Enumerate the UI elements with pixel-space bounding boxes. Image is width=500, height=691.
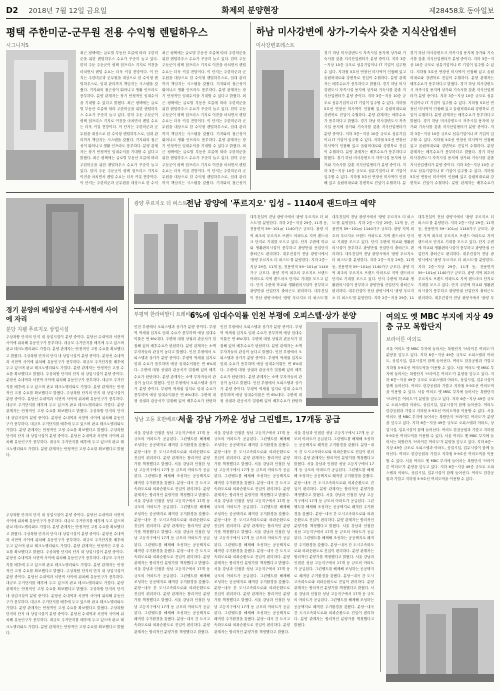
article-body: 대우건설이 전남 광양시에서 '광양 푸르지오 더 퍼스트'를 분양한다. 지하 2층~지상 29층, 11개 동, 전용면적 59~101㎡ 1140가구 규모다. 광양 지역 최초의 푸르지오 브랜드 아파트로 지역 랜드마크 단지로 기대를 모으고 있다. 단지 주변에 학교와 생활편의시설이 풍부하고 광양만권 산업단지 출퇴근도 편리하다. 대우건설이 전남 광양시에서 '광양 푸르지오 더 퍼스트'를 분양한다. 지하 2층~지상 29층, 11개 동, 전용면적 59~101㎡ 1140가구 규모다. 광양 지역 최초의 푸르지오 브랜드 아파트로 지역 랜드마크 단지로 기대를 모으고 있다. 단지 주변에 학교와 생활편의시설이 풍부하고 광양만권 산업단지 출퇴근도 편리하다. 대우건설이 전남 광양시에서 '광양 푸르지오 더 퍼스트'를 <box>250 215 328 300</box>
article-source: 브라이튼 여의도 <box>386 337 422 343</box>
article-body-continued: 대우건설이 전남 광양시에서 '광양 푸르지오 더 퍼스트'를 분양한다. 지하 2층~지상 29층, 11개 동, 전용면적 59~101㎡ 1140가구 규모다. 광양 지역 최초의 푸르지오 브랜드 아파트로 지역 랜드마크 단지로 기대를 모으고 있다. 단지 주변에 학교와 생활편의시설이 풍부하고 광양만권 산업단지 출퇴근도 편리하다. 대우건설이 전남 광양시에서 '광양 푸르지오 더 퍼스트'를 분양한다. 지하 2층~지상 29층, 11개 동, 전용면적 59~101㎡ 1140가구 규모다. 광양 지역 최초의 푸르지오 브랜드 아파트로 지역 랜드마크 단지로 기대를 모으고 있다. 단지 주변에 학교와 생활편의시설이 풍부하고 광양만권 산업단지 출퇴근도 편리하다. 대우건설이 전남 광양시에서 '광양 푸르지오 더 퍼스트'를 분양한다. 지하 2층~지상 29층, 11 <box>332 215 414 300</box>
column-divider <box>380 312 381 672</box>
publisher-info: 제28458호 동아일보 <box>428 7 494 15</box>
article-photo <box>306 322 378 406</box>
page-number: D2 <box>6 6 19 15</box>
article-body-continued: 서울 강남과 인접한 성남 고등지구에서 17개 동 규모의 아파트가 공급된다. 그린벨트를 해제해 조성하는 공공택지로 쾌적한 주거환경을 갖췄다. 분당~내곡 간 도시고속화도로와 외곽순환도로 진입이 편리하다. 분양 관계자는 합리적인 분양가를 책정했다고 밝혔다. 서울 강남과 인접한 성남 고등지구에서 17개 동 규모의 아파트가 공급된다. 그린벨트를 해제해 조성하는 공공택지로 쾌적한 주거환경을 갖췄다. 분당~내곡 간 도시고속화도로와 외곽순환도로 진입이 편리하다. 분양 관계자는 합리적인 분양가를 책정했다고 밝혔다. 서울 강남과 인접한 성남 고등지구에서 17개 동 규모의 아파트가 공급된다. 그린벨트를 해제해 조성하는 공공택지로 쾌적한 주거환경을 갖췄다. 분당~내곡 간 도시고속화도로와 외곽순환도로 진입이 편리하다. 분양 관계자는 합리적인 분양가를 책정했다고 밝혔다. 서울 강남과 인접한 성남 고등지구에서 17개 동 규모의 아파트가 공급된다. 그린벨트를 해제해 조성하는 공공택지로 쾌적한 주거환경을 갖췄다. 분당~내곡 간 도시고속화도로와 외곽순환도로 진입이 편리하다. 분양 관계자는 합리적인 분양가를 책정했다고 밝혔다. 서울 강남과 인접한 성남 고등지구에서 17개 동 규모의 아파트가 공급된다. 그린벨트를 해제해 조성하는 공공택지로 쾌적한 주거환경을 갖췄다. 분당~내곡 간 도시고속화도로와 외곽순환도로 진입이 편리하다. 분양 관계자는 합리적인 분양가를 책정했다고 밝혔다. 서울 강남과 인접한 성남 고등지구에서 17개 동 규모의 아파트가 공급된다. 그린벨트를 해제해 조성하는 공공택지로 쾌적한 주거환경을 갖췄다. 분당~내곡 간 도시고속화도로와 외곽순환도로 진입이 편리하다. 분양 관계자는 합리적인 분양가를 책정했다고 밝혔다. <box>294 431 374 628</box>
article-body: 경기 하남 미사강변도시 자족시설 용지에 상가와 기숙사를 갖춘 지식산업센터가 분양 중이다. 지하 3층~지상 10층 규모로 섬유기업이나 IT 기업이 입주할 수 있다. 지하철 5호선 연장선 미사역이 인접해 있고 올림픽대로와 강변북로 진입이 수월하다. 분양 관계자는 배후수요가 풍부하다고 밝혔다. 경기 하남 미사강변도시 자족시설 용지에 상가와 기숙사를 갖춘 지식산업센터가 분양 중이다. 지하 3층~지상 10층 규모로 섬유기업이나 IT 기업이 입주할 수 있다. 지하철 5호선 연장선 미사역이 인접해 있고 올림픽대로와 강변북로 진입이 수월하다. 분양 관계자는 배후수요가 풍부하다고 밝혔다. 경기 하남 미사강변도시 자족시설 용지에 상가와 기숙사를 갖춘 지식산업센터가 분양 중이다. 지하 3층~지상 10층 규모로 섬유기업이나 IT 기업이 입주할 수 있다. 지하철 5호선 연장선 미사역이 인접해 있고 올림픽대로와 강변북로 진입이 수월하다. 분양 관계자는 배후수요가 풍부하다고 밝혔다. 경기 하남 미사강변도시 자족시설 용지에 상가와 기숙사를 갖춘 지식산업센터가 분양 중이다. 지하 3층~지상 10층 규모로 섬유기업이나 IT 기업이 입주할 수 있다. 지하철 5호선 연장선 미사역이 인접해 있고 올림픽대로와 강변북로 진입이 수월하다. 분 <box>324 51 406 185</box>
article-headline: 하남 미사강변에 상가-기숙사 갖춘 지식산업센터 <box>256 27 457 38</box>
article-body: 서울 강남과 인접한 성남 고등지구에서 17개 동 규모의 아파트가 공급된다. 그린벨트를 해제해 조성하는 공공택지로 쾌적한 주거환경을 갖췄다. 분당~내곡 간 도시고속화도로와 외곽순환도로 진입이 편리하다. 분양 관계자는 합리적인 분양가를 책정했다고 밝혔다. 서울 강남과 인접한 성남 고등지구에서 17개 동 규모의 아파트가 공급된다. 그린벨트를 해제해 조성하는 공공택지로 쾌적한 주거환경을 갖췄다. 분당~내곡 간 도시고속화도로와 외곽순환도로 진입이 편리하다. 분양 관계자는 합리적인 분양가를 책정했다고 밝혔다. 서울 강남과 인접한 성남 고등지구에서 17개 동 규모의 아파트가 공급된다. 그린벨트를 해제해 조성하는 공공택지로 쾌적한 주거환경을 갖췄다. 분당~내곡 간 도시고속화도로와 외곽순환도로 진입이 편리하다. 분양 관계자는 합리적인 분양가를 책정했다고 밝혔다. 서울 강남과 인접한 성남 고등지구에서 17개 동 규모의 아파트가 공급된다. 그린벨트를 해제해 조성하는 공공택지로 쾌적한 주거환경을 갖췄다. 분당~내곡 간 도시고속화도로와 외곽순환도로 진입이 편리하다. 분양 관계자는 합리적인 분양가를 책정했다고 밝혔다. 서울 강남과 인접한 성남 고등지구에서 17개 동 규모의 아파트가 공급된다. 그린벨트를 해제해 조성하는 공공택지로 쾌적한 주거환경을 갖췄다. 분당~내곡 간 도시고속화도로와 외곽순환도로 진입이 편리하다. 분양 관계자는 합리적인 분양가를 책정했다고 밝혔다. 서울 강남과 인접한 성남 고등지구에서 17개 동 규모의 아파트가 공급된다. 그린벨트를 해제해 조성하는 공공택지로 쾌적한 주거환경을 갖췄다. 분당~내곡 간 도시고속화도로와 외곽순환도로 진입이 편리하다. 분양 관계자는 합리적인 분양가를 책정했다고 밝혔다. <box>134 431 210 634</box>
article-body: 최근 평택에는 글로벌 부동산 흐름에 따라 주한미군을 위한 렌털하우스 수요가 꾸준히 늘고 있다. 한미 주둔 주둔군이 평택 험프리스 기지로 이전을 마치면서 렌털 수요는 더욱 커질 전망이다. 이 단지는 주한미군과 군무원을 대상으로 한 수익형 렌털하우스로, 임대 관리까지 책임지는 시스템을 갖췄다. 기지와의 접근성이 뛰어나고 생활 인프라도 풍부하다. 분양 관계자는 장기 안정적인 임대수익을 기대할 수 있다고 밝혔다. 최근 평택에는 글로벌 부동산 흐름에 따라 주한미군을 위한 렌털하우스 수요가 꾸준히 늘고 있다. 한미 주둔 주둔군이 평택 험프리스 기지로 이전을 마치면서 렌털 수요는 더욱 커질 전망이다. 이 단지는 주한미군과 군무원을 대상으로 한 수익형 렌털하우스로, 임대 관리까지 책임지는 시스템을 갖췄다. 기지와의 접근성이 뛰어나고 생활 인프라도 풍부하다. 분양 관계자는 장기 안정적인 임대수익을 기대할 수 있다고 밝혔다. 최근 평택에는 글로벌 부동산 흐름에 따라 주한미군을 위한 렌털하우스 수요가 꾸준히 늘고 있다. 한미 주둔 주둔군이 평택 험프리스 기지로 이전을 마치면서 렌털 수요는 더욱 커질 전망이다. 이 단지는 주한미군과 군무원을 대상으로 한 수익 <box>80 51 158 185</box>
article-body: 주상복합 단지의 단지 내 상업시설이 분양 중이다. 분당선 수내역과 서현역 사이에 위치해 유동인구가 풍부하다. 대규모 주거단지를 배후에 두고 있으며 판교 테크노밸리와도 가깝다. 분양 관계자는 안정적인 고정 수요를 확보했다고 밝혔다. 주상복합 단지의 단지 내 상업시설이 분양 중이다. 분당선 수내역과 서현역 사이에 위치해 유동인구가 풍부하다. 대규모 주거단지를 배후에 두고 있으며 판교 테크노밸리와도 가깝다. 분양 관계자는 안정적인 고정 수요를 확보했다고 밝혔다. 주상복합 단지의 단지 내 상업시설이 분양 중이다. 분당선 수내역과 서현역 사이에 위치해 유동인구가 풍부하다. 대규모 주거단지를 배후에 두고 있으며 판교 테크노밸리와도 가깝다. 분양 관계자는 안정적인 고정 수요를 확보했다고 밝혔다. 주상복합 단지의 단지 내 상업시설이 분양 중이다. 분당선 수내역과 서현역 사이에 위치해 유동인구가 풍부하다. 대규모 주거단지를 배후에 두고 있으며 판교 테크노밸리와도 가깝다. 분양 관계자는 안정적인 고정 수요를 확보했다고 밝혔다. 주상복합 단지의 단지 내 상업시설이 분양 중이다. 분당선 수내역과 서현역 사이에 위치해 유동인구가 풍부하다. 대규모 주거단지를 배후에 두고 있으며 판교 테크노밸리와도 가깝다. 분양 관계자는 안정적인 고정 수요를 확보했다고 밝혔다. 주상복합 단지의 단지 내 상업시설이 분양 중이다. 분당선 수내역과 서현역 사이에 위치해 유동인구가 풍부하다. 대규모 주거단지를 배후에 두고 있으며 판교 테크노밸리와도 가깝다. 분양 관계자는 안정적인 고정 수요를 확보했다고 밝혔다. <box>6 335 124 457</box>
article-photo <box>6 198 124 300</box>
article-source: 분당 지웰 푸르지오 상업시설 <box>6 327 69 333</box>
section-divider <box>134 412 374 413</box>
article-source: 미사강변포레스트 <box>256 43 295 49</box>
article-photo <box>6 50 76 180</box>
article-photo <box>134 214 246 304</box>
article-body-continued: 서울 강남과 인접한 성남 고등지구에서 17개 동 규모의 아파트가 공급된다. 그린벨트를 해제해 조성하는 공공택지로 쾌적한 주거환경을 갖췄다. 분당~내곡 간 도시고속화도로와 외곽순환도로 진입이 편리하다. 분양 관계자는 합리적인 분양가를 책정했다고 밝혔다. 서울 강남과 인접한 성남 고등지구에서 17개 동 규모의 아파트가 공급된다. 그린벨트를 해제해 조성하는 공공택지로 쾌적한 주거환경을 갖췄다. 분당~내곡 간 도시고속화도로와 외곽순환도로 진입이 편리하다. 분양 관계자는 합리적인 분양가를 책정했다고 밝혔다. 서울 강남과 인접한 성남 고등지구에서 17개 동 규모의 아파트가 공급된다. 그린벨트를 해제해 조성하는 공공택지로 쾌적한 주거환경을 갖췄다. 분당~내곡 간 도시고속화도로와 외곽순환도로 진입이 편리하다. 분양 관계자는 합리적인 분양가를 책정했다고 밝혔다. 서울 강남과 인접한 성남 고등지구에서 17개 동 규모의 아파트가 공급된다. 그린벨트를 해제해 조성하는 공공택지로 쾌적한 주거환경을 갖췄다. 분당~내곡 간 도시고속화도로와 외곽순환도로 진입이 편리하다. 분양 관계자는 합리적인 분양가를 책정했다고 밝혔다. 서울 강남과 인접한 성남 고등지구에서 17개 동 규모의 아파트가 공급된다. 그린벨트를 해제해 조성하는 공공택지로 쾌적한 주거환경을 갖췄다. 분당~내곡 간 도시고속화도로와 외곽순환도로 진입이 편리하다. 분양 관계자는 합리적인 분양가를 책정했다고 밝혔다. 서울 강남과 인접한 성남 고등지구에서 17개 동 규모의 아파트가 공급된다. 그린벨트를 해제해 조성하는 공공택지로 쾌적한 주거환경을 갖췄다. 분당~내곡 간 도시고속화도로와 외곽순환도로 진입이 편리하다. 분양 관계자는 합리적인 분양가를 책정했다고 밝혔다. <box>214 431 290 634</box>
article-headline: 여의도 옛 MBC 부지에 지상 49층 규모 복합단지 <box>386 312 494 331</box>
article-photo <box>256 50 320 170</box>
article-body-continued: 대우건설이 전남 광양시에서 '광양 푸르지오 더 퍼스트'를 분양한다. 지하 2층~지상 29층, 11개 동, 전용면적 59~101㎡ 1140가구 규모다. 광양 지역 최초의 푸르지오 브랜드 아파트로 지역 랜드마크 단지로 기대를 모으고 있다. 단지 주변에 학교와 생활편의시설이 풍부하고 광양만권 산업단지 출퇴근도 편리하다. 대우건설이 전남 광양시에서 '광양 푸르지오 더 퍼스트'를 분양한다. 지하 2층~지상 29층, 11개 동, 전용면적 59~101㎡ 1140가구 규모다. 광양 지역 최초의 푸르지오 브랜드 아파트로 지역 랜드마크 단지로 기대를 모으고 있다. 단지 주변에 학교와 생활편의시설이 풍부하고 광양만권 산업단지 출퇴근도 편리하다. 대우건설이 전남 광양시에서 '광양 푸 <box>418 215 494 300</box>
issue-date: 2018년 7월 12일 금요일 <box>28 7 107 15</box>
article-headline: 전남 광양에 '푸르지오' 입성 – 1140세 랜드마크 예약 <box>186 199 376 208</box>
article-source: 성남 고등 호반베르디움 <box>134 417 186 423</box>
article-photo <box>386 600 494 682</box>
section-title: 화제의 분양현장 <box>221 6 279 15</box>
article-headline: 6%에 임대수익률 인천 부평에 오피스텔·상가 분양 <box>190 311 357 320</box>
article-headline: 서울 강남 가까운 성남 그린벨트, 17개동 공급 <box>178 415 341 424</box>
article-headline: 경기 분양의 베일상권 수내·서현에 사이에 자리 <box>6 306 118 323</box>
article-source: 부평역 한라비발디 트레비앙 <box>134 312 196 318</box>
article-body-continued: 인천 부평에서 오피스텔과 상가가 분양 중이다. 부평역 역세권 입지로 임대 수요가 풍부하며 예상 임대수익률은 연 6%대다. 주변에 대형 상권과 관공서가 밀집해 있어 배후수요가 탄탄하다. 분양 관계자는 소액 투자자들의 관심이 높다고 밝혔다. 인천 부평에서 오피스텔과 상가가 분양 중이다. 부평역 역세권 입지로 임대 수요가 풍부하며 예상 임대수익률은 연 6%대다. 주변에 대형 상권과 관공서가 밀집해 있어 배후수요가 탄탄하다. 분양 관계자는 소액 투자자들의 관심이 높다고 밝혔다. 인천 부평에서 오피스텔과 상가가 분양 중이다. 부평역 역세권 입지로 임대 수요가 풍부하며 예상 임대수익률은 연 6%대다. 주변에 대형 상권과 관공서가 밀집해 있어 배후수요가 탄탄하 <box>220 325 302 404</box>
article-body: 서울 여의도 옛 MBC 부지에 들어서는 복합단지 '브라이튼 여의도'가 분양을 앞두고 있다. 지하 6층~지상 49층 규모로 오피스텔과 아파트, 상업시설, 업무시설이 함께 들어선다. 여의도 한강공원과 가깝고 지하철 5·9호선 여의도역을 이용할 수 있다. 서울 여의도 옛 MBC 부지에 들어서는 복합단지 '브라이튼 여의도'가 분양을 앞두고 있다. 지하 6층~지상 49층 규모로 오피스텔과 아파트, 상업시설, 업무시설이 함께 들어선다. 여의도 한강공원과 가깝고 지하철 5·9호선 여의도역을 이용할 수 있다. 서울 여의도 옛 MBC 부지에 들어서는 복합단지 '브라이튼 여의도'가 분양을 앞두고 있다. 지하 6층~지상 49층 규모로 오피스텔과 아파트, 상업시설, 업무시설이 함께 들어선다. 여의도 한강공원과 가깝고 지하철 5·9호선 여의도역을 이용할 수 있다. 서울 여의도 옛 MBC 부지에 들어서는 복합단지 '브라이튼 여의도'가 분양을 앞두고 있다. 지하 6층~지상 49층 규모로 오피스텔과 아파트, 상업시설, 업무시설이 함께 들어선다. 여의도 한강공원과 가깝고 지하철 5·9호선 여의도역을 이용할 수 있다. 서울 여의도 옛 MBC 부지에 들어서는 복합단지 '브라이튼 여의도'가 분양을 앞두고 있다. 지하 6층~지상 49층 규모로 오피스텔과 아파트, 상업시설, 업무시설이 함께 들어선다. 여의도 한강공원과 가깝고 지하철 5·9호선 여의도역을 이용할 수 있다. 서울 여의도 옛 MBC 부지에 들어서는 복합단지 '브라이튼 여의도'가 분양을 앞두고 있다. 지하 6층~지상 49층 규모로 오피스텔과 아파트, 상업시설, 업무시설이 함께 들어선다. 여의도 한강공원과 가깝고 지하철 5·9호선 여의도역을 이용할 수 있다. <box>386 347 494 482</box>
article-body: 인천 부평에서 오피스텔과 상가가 분양 중이다. 부평역 역세권 입지로 임대 수요가 풍부하며 예상 임대수익률은 연 6%대다. 주변에 대형 상권과 관공서가 밀집해 있어 배후수요가 탄탄하다. 분양 관계자는 소액 투자자들의 관심이 높다고 밝혔다. 인천 부평에서 오피스텔과 상가가 분양 중이다. 부평역 역세권 입지로 임대 수요가 풍부하며 예상 임대수익률은 연 6%대다. 주변에 대형 상권과 관공서가 밀집해 있어 배후수요가 탄탄하다. 분양 관계자는 소액 투자자들의 관심이 높다고 밝혔다. 인천 부평에서 오피스텔과 상가가 분양 중이다. 부평역 역세권 입지로 임대 수요가 풍부하며 예상 임대수익률은 연 6%대다. 주변에 대형 상권과 관공서가 밀집해 있어 배후수요가 탄탄하 <box>134 325 216 404</box>
column-divider <box>250 22 251 190</box>
article-headline: 평택 주한미군-군무원 전용 수익형 렌털하우스 <box>6 28 208 39</box>
page-header <box>6 4 494 19</box>
column-divider <box>128 198 129 506</box>
article-source: 시그니처S <box>6 43 29 49</box>
article-source: 광양 푸르지오 더 퍼스트 <box>134 201 188 207</box>
article-body-continued: 주상복합 단지의 단지 내 상업시설이 분양 중이다. 분당선 수내역과 서현역 사이에 위치해 유동인구가 풍부하다. 대규모 주거단지를 배후에 두고 있으며 판교 테크노밸리와도 가깝다. 분양 관계자는 안정적인 고정 수요를 확보했다고 밝혔다. 주상복합 단지의 단지 내 상업시설이 분양 중이다. 분당선 수내역과 서현역 사이에 위치해 유동인구가 풍부하다. 대규모 주거단지를 배후에 두고 있으며 판교 테크노밸리와도 가깝다. 분양 관계자는 안정적인 고정 수요를 확보했다고 밝혔다. 주상복합 단지의 단지 내 상업시설이 분양 중이다. 분당선 수내역과 서현역 사이에 위치해 유동인구가 풍부하다. 대규모 주거단지를 배후에 두고 있으며 판교 테크노밸리와도 가깝다. 분양 관계자는 안정적인 고정 수요를 확보했다고 밝혔다. 주상복합 단지의 단지 내 상업시설이 분양 중이다. 분당선 수내역과 서현역 사이에 위치해 유동인구가 풍부하다. 대규모 주거단지를 배후에 두고 있으며 판교 테크노밸리와도 가깝다. 분양 관계자는 안정적인 고정 수요를 확보했다고 밝혔다. 주상복합 단지의 단지 내 상업시설이 분양 중이다. 분당선 수내역과 서현역 사이에 위치해 유동인구가 풍부하다. 대규모 주거단지를 배후에 두고 있으며 판교 테크노밸리와도 가깝다. 분양 관계자는 안정적인 고정 수요를 확보했다고 밝혔다. 주상복합 단지의 단지 내 상업시설이 분양 중이다. 분당선 수내역과 서현역 사이에 위치해 유동인구가 풍부하다. 대규모 주거단지를 배후에 두고 있으며 판교 테크노밸리와도 가깝다. 분양 관계자는 안정적인 고정 수요를 확보했다고 밝혔다. <box>6 513 124 635</box>
article-body-continued: 최근 평택에는 글로벌 부동산 흐름에 따라 주한미군을 위한 렌털하우스 수요가 꾸준히 늘고 있다. 한미 주둔 주둔군이 평택 험프리스 기지로 이전을 마치면서 렌털 수요는 더욱 커질 전망이다. 이 단지는 주한미군과 군무원을 대상으로 한 수익형 렌털하우스로, 임대 관리까지 책임지는 시스템을 갖췄다. 기지와의 접근성이 뛰어나고 생활 인프라도 풍부하다. 분양 관계자는 장기 안정적인 임대수익을 기대할 수 있다고 밝혔다. 최근 평택에는 글로벌 부동산 흐름에 따라 주한미군을 위한 렌털하우스 수요가 꾸준히 늘고 있다. 한미 주둔 주둔군이 평택 험프리스 기지로 이전을 마치면서 렌털 수요는 더욱 커질 전망이다. 이 단지는 주한미군과 군무원을 대상으로 한 수익형 렌털하우스로, 임대 관리까지 책임지는 시스템을 갖췄다. 기지와의 접근성이 뛰어나고 생활 인프라도 풍부하다. 분양 관계자는 장기 안정적인 임대수익을 기대할 수 있다고 밝혔다. 최근 평택에는 글로벌 부동산 흐름에 따라 주한미군을 위한 렌털하우스 수요가 꾸준히 늘고 있다. 한미 주둔 주둔군이 평택 험프리스 기지로 이전을 마치면서 렌털 수요는 더욱 커질 전망이다. 이 단지는 주한미군과 군무원을 대상으로 한 수익형 렌털하우스로, 임대 관리까지 책임지는 시스템을 갖췄다. 기지와의 접근성이 <box>162 51 246 185</box>
section-divider <box>134 308 494 309</box>
article-body-continued: 경기 하남 미사강변도시 자족시설 용지에 상가와 기숙사를 갖춘 지식산업센터가 분양 중이다. 지하 3층~지상 10층 규모로 섬유기업이나 IT 기업이 입주할 수 있다. 지하철 5호선 연장선 미사역이 인접해 있고 올림픽대로와 강변북로 진입이 수월하다. 분양 관계자는 배후수요가 풍부하다고 밝혔다. 경기 하남 미사강변도시 자족시설 용지에 상가와 기숙사를 갖춘 지식산업센터가 분양 중이다. 지하 3층~지상 10층 규모로 섬유기업이나 IT 기업이 입주할 수 있다. 지하철 5호선 연장선 미사역이 인접해 있고 올림픽대로와 강변북로 진입이 수월하다. 분양 관계자는 배후수요가 풍부하다고 밝혔다. 경기 하남 미사강변도시 자족시설 용지에 상가와 기숙사를 갖춘 지식산업센터가 분양 중이다. 지하 3층~지상 10층 규모로 섬유기업이나 IT 기업이 입주할 수 있다. 지하철 5호선 연장선 미사역이 인접해 있고 올림픽대로와 강변북로 진입이 수월하다. 분양 관계자는 배후수요가 풍부하다고 밝혔다. 경기 하남 미사강변도시 자족시설 용지에 상가와 기숙사를 갖춘 지식산업센터가 분양 중이다. 지하 3층~지상 10층 규모로 섬유기업이나 IT 기업이 입주할 수 있다. 지하철 5호선 연장선 미사역이 인접해 있고 올림픽대로와 강변북로 진입이 수월하다. 분양 관계자는 배후수요가 <box>410 51 494 185</box>
section-divider <box>6 192 494 193</box>
